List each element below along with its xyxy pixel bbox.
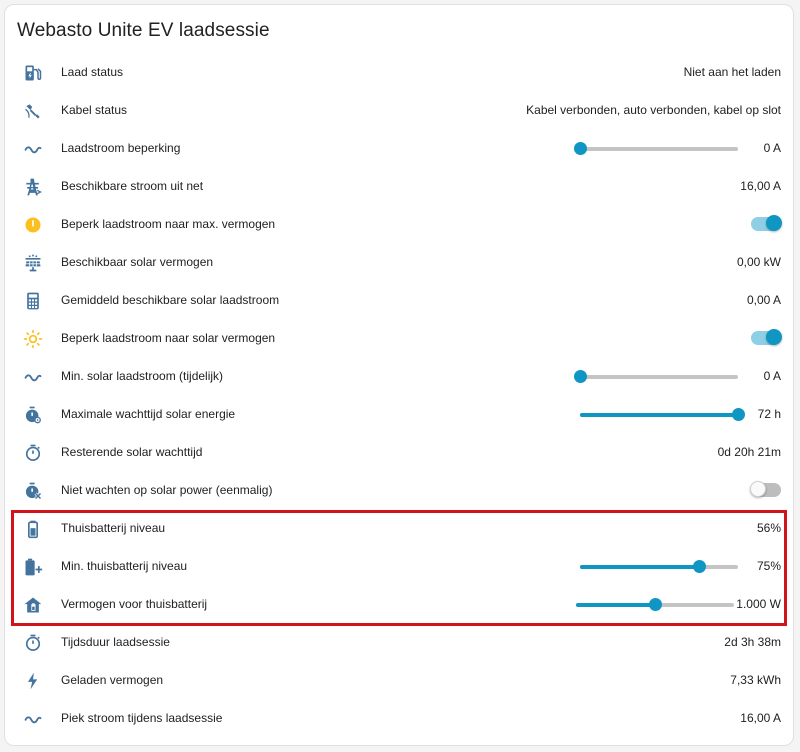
- entity-label[interactable]: Beperk laadstroom naar solar vermogen: [61, 331, 276, 345]
- transmission-tower-icon: [22, 176, 44, 198]
- entity-value: 72 h: [757, 407, 781, 421]
- entity-row[interactable]: [0, 129, 800, 167]
- entity-row[interactable]: [0, 395, 800, 433]
- ev-station-icon: [22, 62, 44, 84]
- toggle-switch[interactable]: [751, 482, 781, 497]
- entity-label[interactable]: Niet wachten op solar power (eenmalig): [61, 483, 273, 497]
- entity-label[interactable]: Kabel status: [61, 103, 128, 117]
- sun-icon: [22, 328, 44, 350]
- entity-row[interactable]: [0, 281, 800, 319]
- entity-row[interactable]: [0, 319, 800, 357]
- entity-value: Kabel verbonden, auto verbonden, kabel op slot: [526, 103, 781, 117]
- entity-value: 0 A: [763, 141, 781, 155]
- cable-icon: [22, 100, 44, 122]
- entity-value: 2d 3h 38m: [724, 635, 781, 649]
- current-ac-icon: [22, 708, 44, 730]
- entity-row[interactable]: [0, 243, 800, 281]
- entity-label[interactable]: Beperk laadstroom naar max. vermogen: [61, 217, 276, 231]
- entity-value: 7,33 kWh: [730, 673, 781, 687]
- entity-label[interactable]: Maximale wachttijd solar energie: [61, 407, 236, 421]
- entity-label[interactable]: Gemiddeld beschikbare solar laadstroom: [61, 293, 280, 307]
- toggle-switch[interactable]: [751, 330, 781, 345]
- entity-row[interactable]: [0, 433, 800, 471]
- entity-label[interactable]: Beschikbare stroom uit net: [61, 179, 204, 193]
- entity-value: 16,00 A: [740, 179, 781, 193]
- entity-row[interactable]: [0, 205, 800, 243]
- entity-row[interactable]: [0, 357, 800, 395]
- entity-value: Niet aan het laden: [683, 65, 781, 79]
- entity-value: 1.000 W: [736, 597, 781, 611]
- solar-circle-icon: [22, 214, 44, 236]
- entity-label[interactable]: Laadstroom beperking: [61, 141, 181, 155]
- solar-panel-icon: [22, 252, 44, 274]
- entity-value: 56%: [756, 521, 781, 535]
- entity-value: 0,00 kW: [736, 255, 781, 269]
- entity-value: 0 A: [763, 369, 781, 383]
- toggle-thumb[interactable]: [750, 481, 766, 497]
- current-ac-icon: [22, 138, 44, 160]
- timer-icon: [22, 442, 44, 464]
- timer-off-icon: [22, 480, 44, 502]
- slider[interactable]: [580, 147, 738, 151]
- entity-label[interactable]: Min. thuisbatterij niveau: [61, 559, 188, 573]
- flash-icon: [22, 670, 44, 692]
- calculator-icon: [22, 290, 44, 312]
- entity-row[interactable]: [0, 167, 800, 205]
- entity-value: 0d 20h 21m: [717, 445, 781, 459]
- current-ac-icon: [22, 366, 44, 388]
- highlight-box: [11, 510, 787, 626]
- entity-row[interactable]: [0, 91, 800, 129]
- slider-knob[interactable]: [574, 142, 587, 155]
- entity-label[interactable]: Laad status: [61, 65, 124, 79]
- entity-label[interactable]: Vermogen voor thuisbatterij: [61, 597, 208, 611]
- entity-row[interactable]: [0, 53, 800, 91]
- entity-label[interactable]: Tijdsduur laadsessie: [61, 635, 170, 649]
- entity-label[interactable]: Min. solar laadstroom (tijdelijk): [61, 369, 224, 383]
- entity-value: 16,00 A: [740, 711, 781, 725]
- toggle-thumb[interactable]: [766, 215, 782, 231]
- slider-knob[interactable]: [574, 370, 587, 383]
- toggle-switch[interactable]: [751, 216, 781, 231]
- entity-label[interactable]: Resterende solar wachttijd: [61, 445, 203, 459]
- entity-value: 0,00 A: [746, 293, 781, 307]
- slider-knob[interactable]: [732, 408, 745, 421]
- entity-value: 75%: [756, 559, 781, 573]
- slider[interactable]: [580, 413, 738, 417]
- entity-row[interactable]: [0, 471, 800, 509]
- slider-fill: [580, 413, 738, 417]
- entity-label[interactable]: Geladen vermogen: [61, 673, 164, 687]
- entity-label[interactable]: Piek stroom tijdens laadsessie: [61, 711, 223, 725]
- toggle-thumb[interactable]: [766, 329, 782, 345]
- entity-row[interactable]: [0, 661, 800, 699]
- entity-row[interactable]: [0, 699, 800, 737]
- entity-label[interactable]: Beschikbaar solar vermogen: [61, 255, 214, 269]
- entity-row[interactable]: [0, 623, 800, 661]
- slider[interactable]: [580, 375, 738, 379]
- timer-icon: [22, 632, 44, 654]
- card-title: Webasto Unite EV laadsessie: [17, 20, 270, 41]
- timer-cog-icon: [22, 404, 44, 426]
- entity-label[interactable]: Thuisbatterij niveau: [61, 521, 166, 535]
